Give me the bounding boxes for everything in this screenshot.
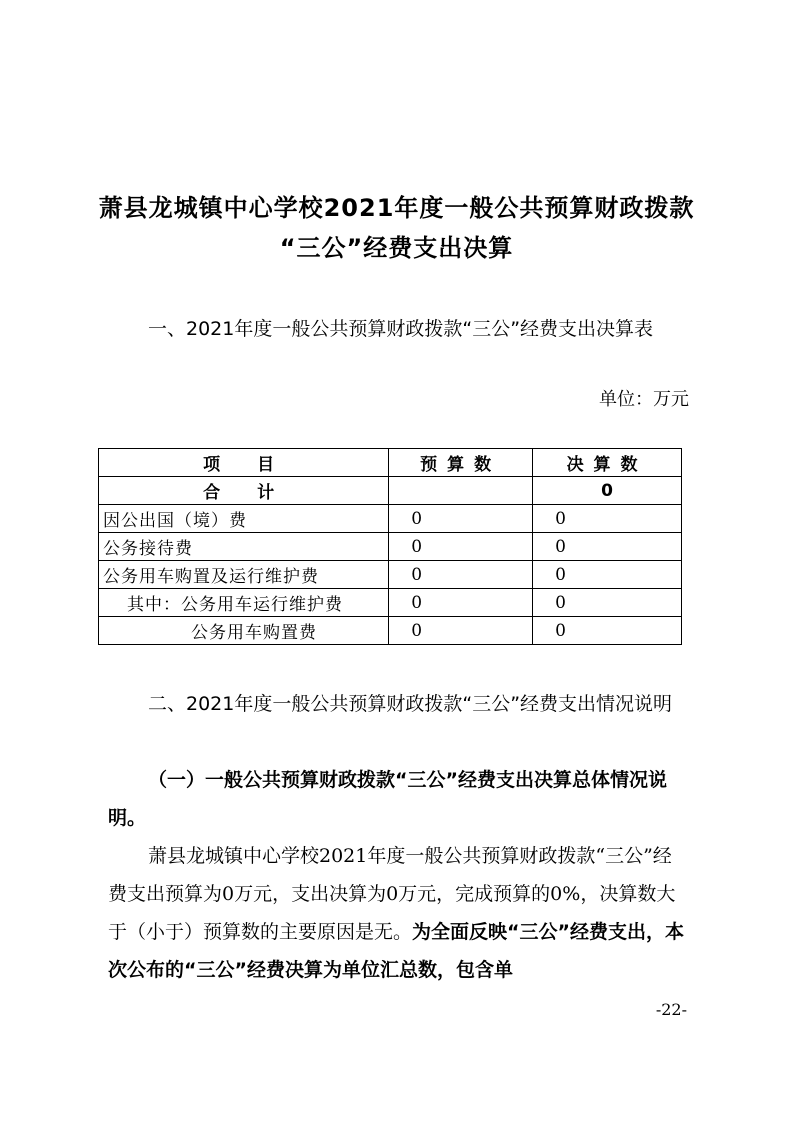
- row-budget: 0: [389, 533, 533, 561]
- header-budget: 预算数: [389, 449, 533, 477]
- row-budget: 0: [389, 561, 533, 589]
- three-public-expenses-table: [98, 448, 682, 645]
- body-normal-text: 萧县龙城镇中心学校2021年度一般公共预算财政拨款“三公”经费支出预算为0万元，支出决算为0万元，完成预算的0%，决算数大于（小于）预算数的主要原因是无。: [108, 845, 676, 943]
- table-header-row: [99, 449, 682, 477]
- table-total-row: [99, 477, 682, 505]
- row-actual: 0: [533, 533, 682, 561]
- body-bold-text: 为全面反映“三公”经费支出，本次公布的“三公”经费决算为单位汇总数，包含单: [108, 921, 684, 981]
- document-title-line2: “三公”经费支出决算: [279, 234, 514, 262]
- total-budget: [389, 477, 533, 505]
- row-actual: 0: [533, 617, 682, 645]
- row-label: 公务用车购置费: [99, 617, 389, 645]
- document-title-line1: 萧县龙城镇中心学校2021年度一般公共预算财政拨款: [98, 194, 695, 222]
- row-label: 公务接待费: [99, 533, 389, 561]
- table-row: [99, 533, 682, 561]
- page-number: -22-: [655, 1000, 687, 1019]
- header-item: 项 目: [99, 449, 389, 477]
- total-actual: 0: [533, 477, 682, 505]
- table-row: [99, 589, 682, 617]
- section1-heading: 一、2021年度一般公共预算财政拨款“三公”经费支出决算表: [148, 318, 654, 340]
- table-row: [99, 617, 682, 645]
- row-budget: 0: [389, 505, 533, 533]
- row-budget: 0: [389, 617, 533, 645]
- row-label: 其中：公务用车运行维护费: [99, 589, 389, 617]
- row-actual: 0: [533, 505, 682, 533]
- row-label: 公务用车购置及运行维护费: [99, 561, 389, 589]
- subsection1-heading: （一）一般公共预算财政拨款“三公”经费支出决算总体情况说明。: [108, 769, 667, 829]
- unit-label: 单位：万元: [599, 389, 689, 410]
- row-budget: 0: [389, 589, 533, 617]
- table-row: [99, 505, 682, 533]
- header-actual: 决算数: [533, 449, 682, 477]
- section2-heading: 二、2021年度一般公共预算财政拨款“三公”经费支出情况说明: [148, 693, 673, 715]
- total-label: 合 计: [99, 477, 389, 505]
- table-row: [99, 561, 682, 589]
- body-paragraph: [108, 837, 690, 989]
- row-label: 因公出国（境）费: [99, 505, 389, 533]
- row-actual: 0: [533, 589, 682, 617]
- row-actual: 0: [533, 561, 682, 589]
